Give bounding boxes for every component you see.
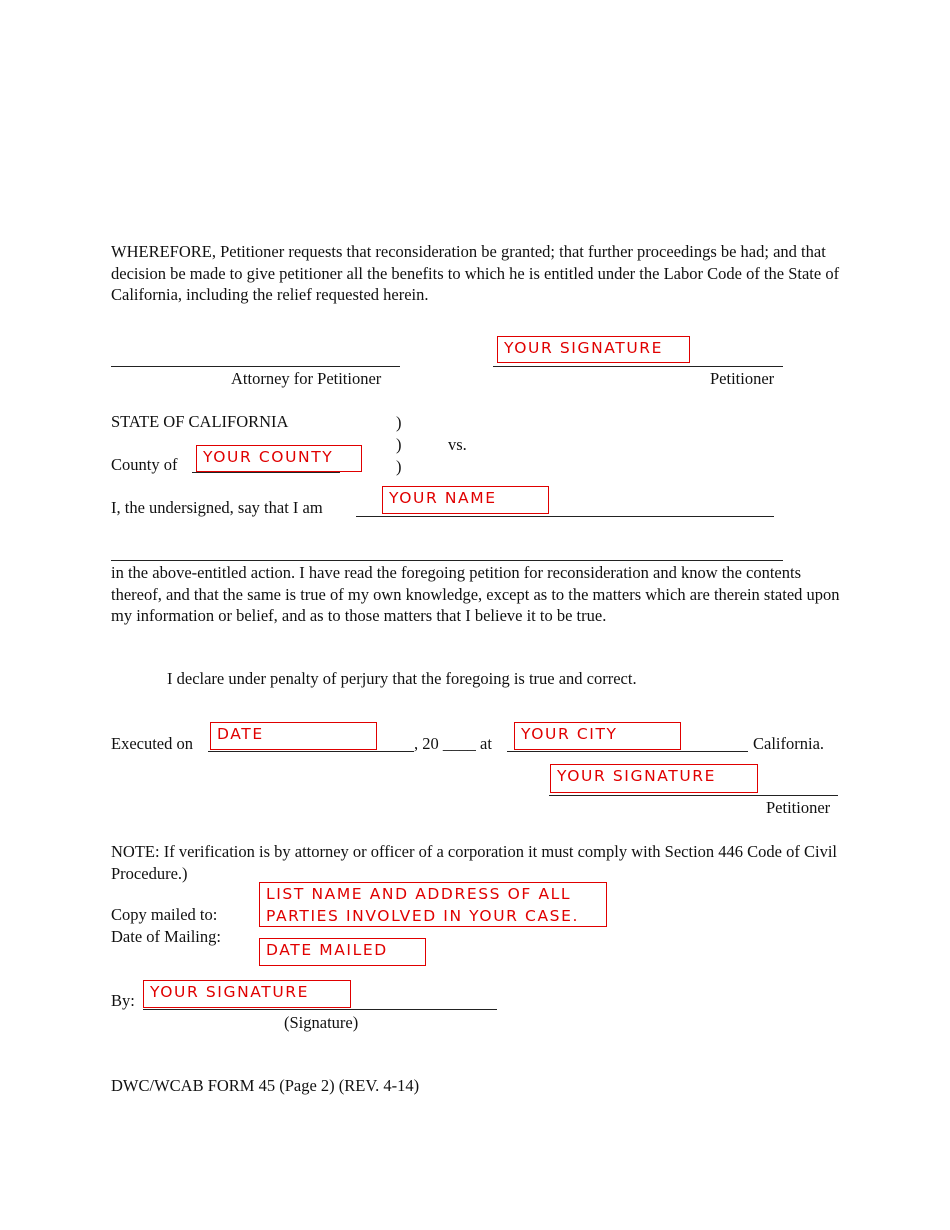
county-line (192, 472, 340, 473)
executed-on-label: Executed on (111, 734, 194, 753)
california-label: California. (753, 734, 825, 753)
paren-2: ) (396, 435, 402, 454)
year-at-text: , 20 ____ at (414, 734, 492, 753)
signature-caption: (Signature) (284, 1013, 359, 1032)
form-footer: DWC/WCAB FORM 45 (Page 2) (REV. 4-14) (111, 1076, 420, 1095)
vs-label: vs. (448, 435, 467, 454)
copy-mailed-label: Copy mailed to: (111, 905, 218, 924)
date-field[interactable]: DATE (210, 722, 377, 750)
note-paragraph: NOTE: If verification is by attorney or officer of a corporation it must comply with Section 446 Code of Civil Procedure.) (111, 842, 837, 883)
date-mailed-field[interactable]: DATE MAILED (259, 938, 426, 966)
verification-paragraph: in the above-entitled action. I have read the foregoing petition for reconsideration and know the contents thereof, and that the same is true of my own knowledge, except as to the matters which are therein stated upon my information or belief, and as to those matters that I believe it to be true. (111, 563, 840, 625)
attorney-signature-line (111, 366, 400, 367)
paren-3: ) (396, 457, 402, 476)
by-signature-line (143, 1009, 497, 1010)
executed-city-line (507, 751, 748, 752)
executed-signature-line (549, 795, 838, 796)
capacity-line (111, 560, 783, 561)
city-field[interactable]: YOUR CITY (514, 722, 681, 750)
petitioner-label: Petitioner (710, 369, 775, 388)
undersigned-line (356, 516, 774, 517)
declaration-statement: I declare under penalty of perjury that the foregoing is true and correct. (167, 669, 637, 688)
county-label: County of (111, 455, 178, 474)
county-field[interactable]: YOUR COUNTY (196, 445, 362, 472)
state-of-california: STATE OF CALIFORNIA (111, 412, 289, 431)
executed-date-line (208, 751, 414, 752)
by-label: By: (111, 991, 135, 1010)
petitioner-signature-line (493, 366, 783, 367)
executed-signature-field[interactable]: YOUR SIGNATURE (550, 764, 758, 793)
by-signature-field[interactable]: YOUR SIGNATURE (143, 980, 351, 1008)
paren-1: ) (396, 413, 402, 432)
petitioner-signature-field[interactable]: YOUR SIGNATURE (497, 336, 690, 363)
date-of-mailing-label: Date of Mailing: (111, 927, 221, 946)
attorney-for-petitioner-label: Attorney for Petitioner (231, 369, 382, 388)
undersigned-text: I, the undersigned, say that I am (111, 498, 323, 517)
name-field[interactable]: YOUR NAME (382, 486, 549, 514)
executed-petitioner-label: Petitioner (766, 798, 831, 817)
wherefore-paragraph: WHEREFORE, Petitioner requests that reconsideration be granted; that further proceedings be had; and that decision be made to give petitioner all the benefits to which he is entitled under the Labor Code of the State of California, including the relief requested herein. (111, 242, 840, 304)
parties-field[interactable]: LIST NAME AND ADDRESS OF ALL PARTIES INVOLVED IN YOUR CASE. (259, 882, 607, 927)
